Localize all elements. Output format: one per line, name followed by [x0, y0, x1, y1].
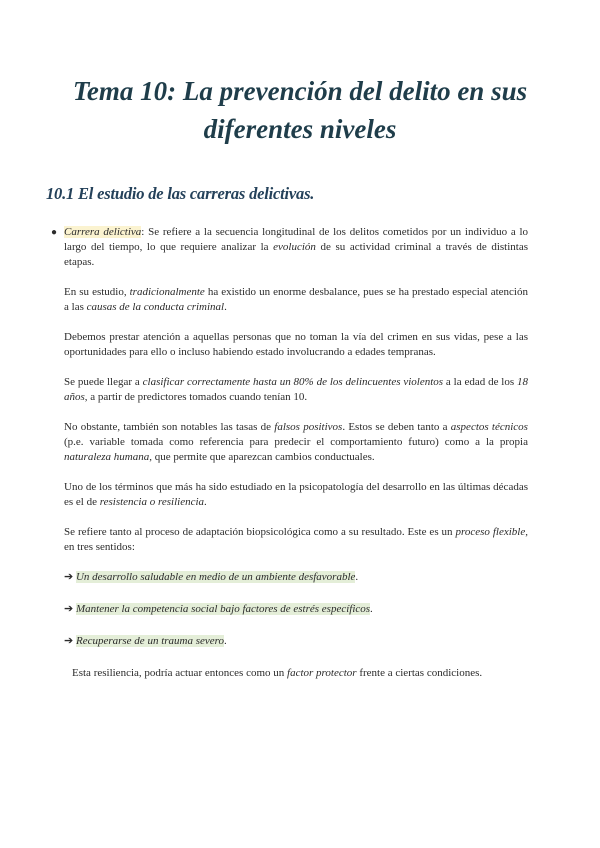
p3-text-b: a la edad de los	[443, 376, 518, 388]
paragraph-6	[64, 525, 528, 555]
p4-emphasis-1: falsos positivos	[274, 421, 343, 433]
bullet-paragraph	[51, 225, 529, 270]
arrow-right-icon: ➔	[64, 571, 74, 583]
p4-emphasis-3: naturaleza humana	[64, 451, 150, 463]
arrow-right-icon: ➔	[64, 635, 74, 647]
p5-text-b: .	[204, 496, 207, 508]
section-heading: 10.1 El estudio de las carreras delictivas.	[46, 184, 315, 203]
p1-text-a: En su estudio,	[64, 286, 130, 298]
arrow-item-period: .	[355, 571, 359, 583]
p6-text-a: Se refiere tanto al proceso de adaptación biopsicológica como a su resultado. Este es un	[64, 526, 456, 538]
p3-emphasis-1: clasificar correctamente hasta un 80% de los delincuentes violentos	[142, 376, 444, 388]
arrow-item-text: Recuperarse de un trauma severo	[75, 635, 225, 647]
paragraph-5	[64, 480, 528, 510]
title-line-1: Tema 10: La prevención del delito en sus	[72, 76, 528, 106]
p4-text-c: (p.e. variable tomada como referencia para predecir el comportamiento futuro) como a la propia	[64, 436, 528, 448]
closing-emphasis: factor protector	[287, 667, 357, 679]
arrow-item-period: .	[370, 603, 373, 615]
paragraph-4	[64, 420, 528, 465]
arrow-list-item	[64, 570, 528, 585]
bullet-dot-icon: ●	[51, 227, 58, 238]
p1-text-c: .	[224, 301, 227, 313]
paragraph-2: Debemos prestar atención a aquellas personas que no toman la vía del crimen en sus vidas, pese a las oportunidades para ello o incluso habiendo estado involucrando a edades tempranas.	[64, 331, 528, 358]
arrow-item-period: .	[224, 635, 227, 647]
title-line-2: diferentes niveles	[203, 114, 397, 144]
arrow-item-text: Un desarrollo saludable en medio de un ambiente desfavorable	[75, 571, 356, 583]
closing-text-a: Esta resiliencia, podría actuar entonces como un	[72, 667, 288, 679]
p3-text-c: , a partir de predictores tomados cuando tenían 10.	[84, 391, 308, 403]
bullet-text: : Se refiere a la secuencia longitudinal de los delitos cometidos por un individuo a lo largo del tiempo, lo que requiere analizar la	[64, 226, 529, 253]
paragraph-1	[64, 285, 528, 315]
p4-text-d: , que permite que aparezcan cambios conductuales.	[149, 451, 375, 463]
arrow-right-icon: ➔	[64, 603, 74, 615]
closing-text-b: frente a ciertas condiciones.	[356, 667, 483, 679]
highlighted-term: Carrera delictiva	[64, 226, 142, 238]
page-title	[40, 72, 560, 148]
p4-text-a: No obstante, también son notables las tasas de	[64, 421, 275, 433]
p1-emphasis-2: causas de la conducta criminal	[86, 301, 225, 313]
p4-emphasis-2: aspectos técnicos	[450, 421, 528, 433]
bullet-emphasis: evolución	[273, 241, 316, 253]
p3-emphasis-2: 18 años	[64, 376, 529, 403]
p6-emphasis-1: proceso flexible	[455, 526, 526, 538]
body-text	[51, 225, 529, 666]
p1-text-b: ha existido un enorme desbalance, pues se ha prestado especial atención a las	[64, 286, 528, 313]
arrow-list-item	[64, 602, 528, 617]
arrow-item-text: Mantener la competencia social bajo factores de estrés específicos	[75, 603, 371, 615]
p6-text-b: , en tres sentidos:	[64, 526, 528, 553]
arrow-list-item	[64, 634, 528, 649]
p5-emphasis-1: resistencia o resiliencia	[99, 496, 205, 508]
p4-text-b: . Estos se deben tanto a	[342, 421, 451, 433]
p3-text-a: Se puede llegar a	[64, 376, 143, 388]
bullet-text-end: de su actividad criminal a través de distintas etapas.	[64, 241, 528, 268]
paragraph-3	[64, 375, 528, 405]
p5-text-a: Uno de los términos que más ha sido estudiado en la psicopatología del desarrollo en las últimas décadas es el de	[64, 481, 528, 508]
p1-emphasis-1: tradicionalmente	[129, 286, 205, 298]
closing-paragraph	[72, 666, 532, 681]
